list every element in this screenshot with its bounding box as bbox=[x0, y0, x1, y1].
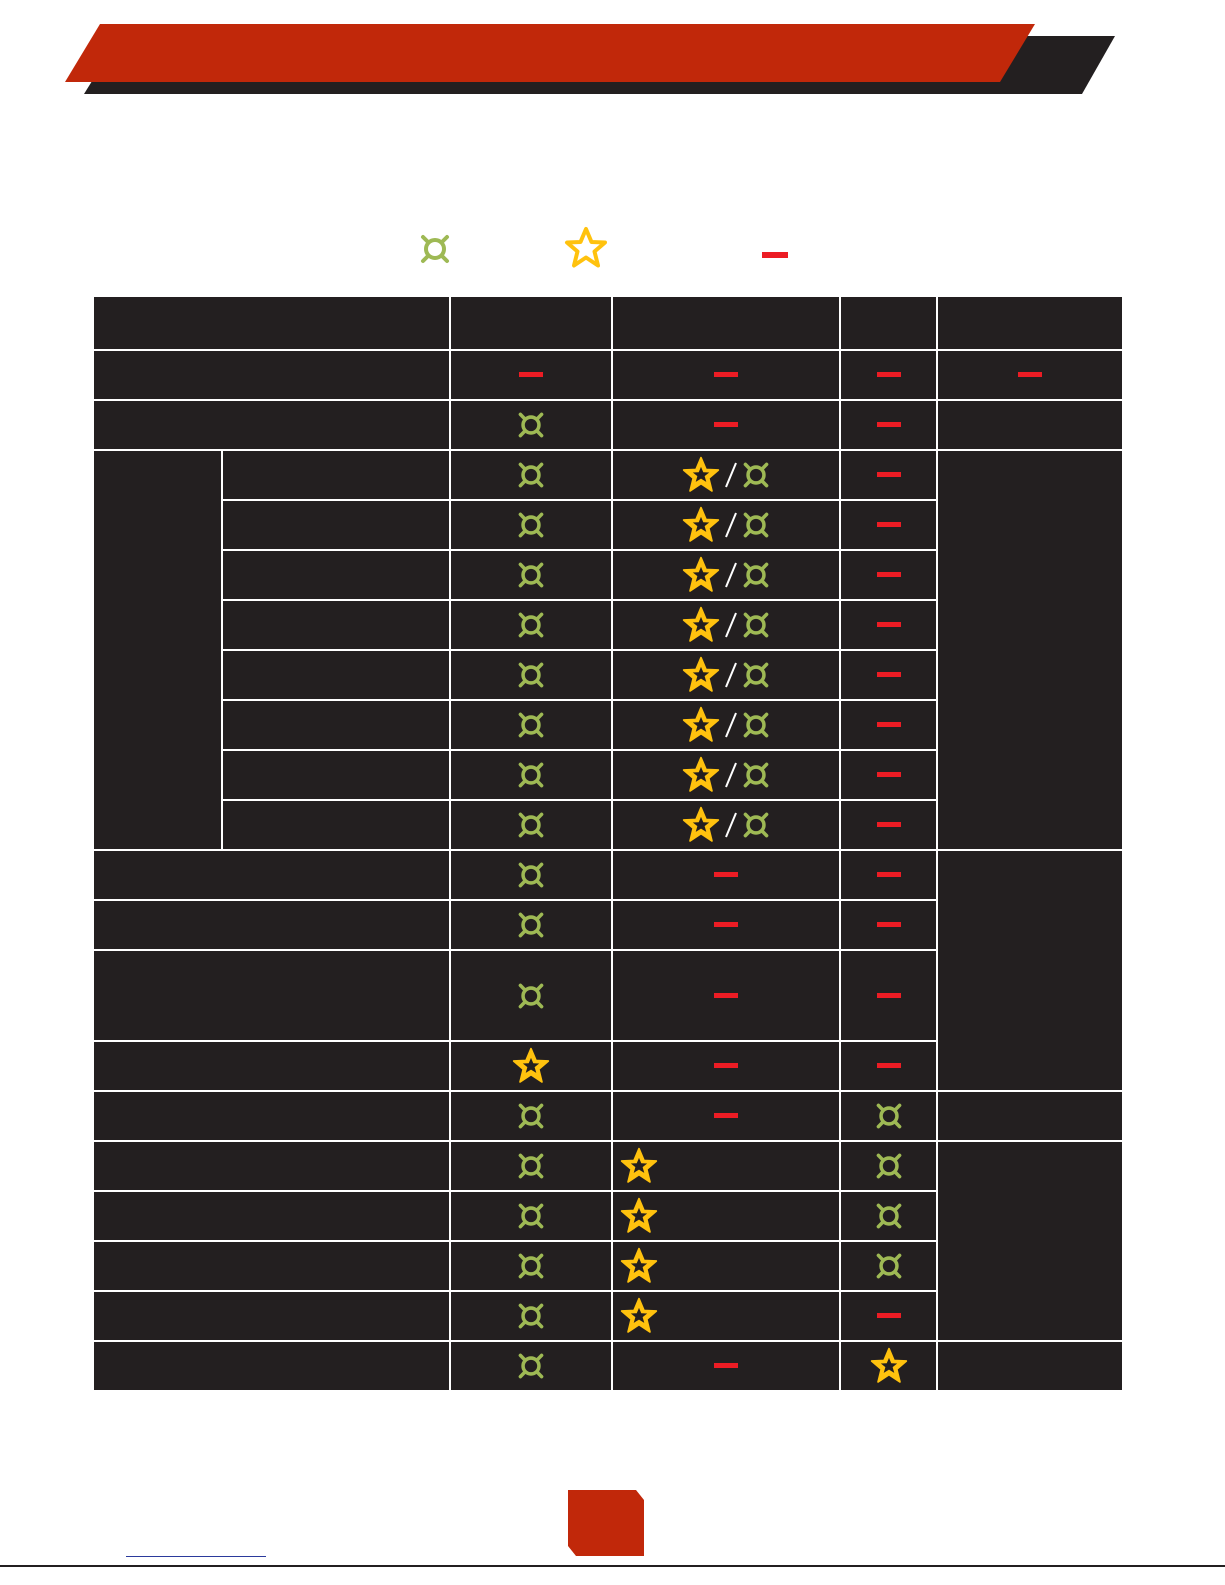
footer-rule bbox=[0, 1565, 1225, 1567]
table-row bbox=[94, 850, 1122, 900]
table-row bbox=[94, 1141, 1122, 1191]
ring-icon bbox=[418, 232, 452, 266]
ring-icon bbox=[516, 610, 546, 640]
cell-star-or-ring bbox=[612, 550, 840, 600]
banner-bar bbox=[65, 24, 1035, 82]
cell-ring bbox=[840, 1141, 937, 1191]
cell-dash bbox=[840, 550, 937, 600]
merged-cell bbox=[937, 1141, 1122, 1341]
dash-icon bbox=[877, 872, 901, 877]
row-label bbox=[94, 950, 450, 1041]
ring-icon bbox=[741, 460, 771, 490]
dash-icon bbox=[877, 722, 901, 727]
cell-ring bbox=[840, 1091, 937, 1141]
dash-icon bbox=[714, 1063, 738, 1068]
cell-ring bbox=[450, 800, 612, 850]
slash-separator bbox=[723, 810, 739, 840]
cell-star bbox=[612, 1141, 840, 1191]
dash-icon bbox=[877, 572, 901, 577]
dash-icon bbox=[1018, 372, 1042, 377]
star-icon bbox=[564, 226, 608, 270]
cell-star-or-ring bbox=[612, 450, 840, 500]
compatibility-table bbox=[94, 297, 1122, 1390]
cell-dash bbox=[612, 1341, 840, 1390]
row-label bbox=[94, 1141, 450, 1191]
ring-icon bbox=[741, 710, 771, 740]
table-header-row bbox=[94, 297, 1122, 350]
star-icon bbox=[681, 455, 721, 495]
row-label bbox=[94, 1091, 450, 1141]
dash-icon bbox=[714, 422, 738, 427]
dash-icon bbox=[877, 1063, 901, 1068]
ring-icon bbox=[516, 560, 546, 590]
row-label bbox=[222, 500, 450, 550]
cell-ring bbox=[450, 1141, 612, 1191]
cell-dash bbox=[612, 900, 840, 950]
ring-icon bbox=[516, 510, 546, 540]
cell-dash bbox=[612, 400, 840, 450]
slash-separator bbox=[723, 760, 739, 790]
row-label bbox=[222, 650, 450, 700]
ring-icon bbox=[516, 1351, 546, 1381]
ring-icon bbox=[516, 810, 546, 840]
dash-icon bbox=[714, 872, 738, 877]
ring-icon bbox=[874, 1101, 904, 1131]
dash-icon bbox=[714, 1113, 738, 1118]
cell-dash bbox=[612, 1041, 840, 1091]
cell-ring bbox=[450, 1241, 612, 1291]
cell-ring bbox=[450, 900, 612, 950]
star-icon bbox=[681, 555, 721, 595]
slash-separator bbox=[723, 660, 739, 690]
cell-star-or-ring bbox=[612, 700, 840, 750]
header-banner bbox=[0, 0, 1225, 110]
dash-icon bbox=[877, 672, 901, 677]
dash-icon bbox=[519, 372, 543, 377]
cell-dash bbox=[840, 850, 937, 900]
ring-icon bbox=[874, 1251, 904, 1281]
cell-dash bbox=[612, 350, 840, 400]
ring-icon bbox=[516, 660, 546, 690]
footer-link-underline bbox=[126, 1556, 266, 1557]
ring-icon bbox=[516, 1251, 546, 1281]
page-number-tab bbox=[568, 1490, 646, 1556]
row-label bbox=[94, 1341, 450, 1390]
cell-dash bbox=[840, 650, 937, 700]
header-cell bbox=[94, 297, 450, 350]
cell-star-or-ring bbox=[612, 500, 840, 550]
cell-empty bbox=[937, 1341, 1122, 1390]
header-cell bbox=[612, 297, 840, 350]
cell-ring bbox=[450, 850, 612, 900]
cell-star-or-ring bbox=[612, 750, 840, 800]
slash-separator bbox=[723, 610, 739, 640]
row-label bbox=[94, 350, 450, 400]
ring-icon bbox=[741, 660, 771, 690]
star-icon bbox=[681, 705, 721, 745]
cell-dash bbox=[450, 350, 612, 400]
merged-cell bbox=[937, 850, 1122, 1091]
star-icon bbox=[619, 1296, 659, 1336]
ring-icon bbox=[741, 560, 771, 590]
cell-dash bbox=[840, 900, 937, 950]
ring-icon bbox=[741, 810, 771, 840]
cell-dash bbox=[840, 1041, 937, 1091]
cell-ring bbox=[840, 1191, 937, 1241]
table-row bbox=[94, 450, 1122, 500]
cell-dash bbox=[840, 500, 937, 550]
ring-icon bbox=[516, 1301, 546, 1331]
dash-icon bbox=[877, 822, 901, 827]
star-icon bbox=[681, 505, 721, 545]
dash-icon bbox=[877, 993, 901, 998]
cell-dash bbox=[840, 600, 937, 650]
cell-dash bbox=[612, 850, 840, 900]
dash-icon bbox=[877, 422, 901, 427]
ring-icon bbox=[516, 760, 546, 790]
dash-icon bbox=[877, 622, 901, 627]
ring-icon bbox=[741, 610, 771, 640]
cell-ring bbox=[450, 1191, 612, 1241]
slash-separator bbox=[723, 560, 739, 590]
row-label bbox=[94, 850, 450, 900]
cell-star bbox=[840, 1341, 937, 1390]
row-label bbox=[222, 550, 450, 600]
symbol-legend bbox=[0, 232, 1225, 282]
header-cell bbox=[450, 297, 612, 350]
group-label bbox=[94, 450, 222, 850]
ring-icon bbox=[741, 760, 771, 790]
row-label bbox=[94, 1041, 450, 1091]
cell-dash bbox=[840, 750, 937, 800]
row-label bbox=[222, 600, 450, 650]
cell-star-or-ring bbox=[612, 600, 840, 650]
merged-cell bbox=[937, 450, 1122, 850]
ring-icon bbox=[516, 710, 546, 740]
cell-empty bbox=[937, 1091, 1122, 1141]
ring-icon bbox=[516, 981, 546, 1011]
star-icon bbox=[619, 1196, 659, 1236]
ring-icon bbox=[516, 460, 546, 490]
dash-icon bbox=[877, 922, 901, 927]
ring-icon bbox=[516, 1151, 546, 1181]
ring-icon bbox=[874, 1151, 904, 1181]
cell-ring bbox=[450, 1291, 612, 1341]
cell-ring bbox=[450, 750, 612, 800]
dash-icon bbox=[877, 472, 901, 477]
cell-dash bbox=[840, 700, 937, 750]
star-icon bbox=[681, 605, 721, 645]
cell-ring bbox=[450, 500, 612, 550]
slash-separator bbox=[723, 460, 739, 490]
row-label bbox=[222, 450, 450, 500]
table-row bbox=[94, 1341, 1122, 1390]
cell-dash bbox=[612, 1091, 840, 1141]
ring-icon bbox=[516, 860, 546, 890]
header-cell bbox=[840, 297, 937, 350]
star-icon bbox=[511, 1046, 551, 1086]
cell-ring bbox=[450, 1341, 612, 1390]
cell-ring bbox=[450, 1091, 612, 1141]
dash-icon bbox=[877, 522, 901, 527]
slash-separator bbox=[723, 710, 739, 740]
cell-empty bbox=[937, 400, 1122, 450]
slash-separator bbox=[723, 510, 739, 540]
cell-ring bbox=[450, 650, 612, 700]
ring-icon bbox=[874, 1201, 904, 1231]
row-label bbox=[222, 750, 450, 800]
cell-star-or-ring bbox=[612, 650, 840, 700]
ring-icon bbox=[516, 1101, 546, 1131]
row-label bbox=[94, 1191, 450, 1241]
dash-icon bbox=[714, 372, 738, 377]
dash-icon bbox=[714, 993, 738, 998]
dash-icon bbox=[762, 252, 788, 258]
cell-dash bbox=[937, 350, 1122, 400]
row-label bbox=[94, 400, 450, 450]
star-icon bbox=[681, 755, 721, 795]
dash-icon bbox=[877, 1313, 901, 1318]
cell-dash bbox=[840, 350, 937, 400]
cell-star bbox=[612, 1291, 840, 1341]
star-icon bbox=[681, 655, 721, 695]
cell-star-or-ring bbox=[612, 800, 840, 850]
ring-icon bbox=[516, 1201, 546, 1231]
cell-ring bbox=[450, 550, 612, 600]
header-cell bbox=[937, 297, 1122, 350]
star-icon bbox=[619, 1146, 659, 1186]
dash-icon bbox=[877, 372, 901, 377]
row-label bbox=[222, 800, 450, 850]
row-label bbox=[94, 1241, 450, 1291]
cell-ring bbox=[840, 1241, 937, 1291]
cell-dash bbox=[840, 800, 937, 850]
row-label bbox=[94, 900, 450, 950]
cell-ring bbox=[450, 400, 612, 450]
cell-dash bbox=[840, 400, 937, 450]
cell-dash bbox=[612, 950, 840, 1041]
star-icon bbox=[619, 1246, 659, 1286]
cell-ring bbox=[450, 600, 612, 650]
table-row bbox=[94, 400, 1122, 450]
star-icon bbox=[869, 1346, 909, 1386]
dash-icon bbox=[714, 1363, 738, 1368]
ring-icon bbox=[516, 910, 546, 940]
row-label bbox=[94, 1291, 450, 1341]
cell-star bbox=[612, 1191, 840, 1241]
ring-icon bbox=[741, 510, 771, 540]
dash-icon bbox=[714, 922, 738, 927]
cell-dash bbox=[840, 950, 937, 1041]
ring-icon bbox=[516, 410, 546, 440]
cell-ring bbox=[450, 950, 612, 1041]
table-row bbox=[94, 350, 1122, 400]
cell-star bbox=[612, 1241, 840, 1291]
cell-dash bbox=[840, 1291, 937, 1341]
cell-ring bbox=[450, 450, 612, 500]
cell-star bbox=[450, 1041, 612, 1091]
table-row bbox=[94, 1091, 1122, 1141]
cell-ring bbox=[450, 700, 612, 750]
dash-icon bbox=[877, 772, 901, 777]
cell-dash bbox=[840, 450, 937, 500]
star-icon bbox=[681, 805, 721, 845]
row-label bbox=[222, 700, 450, 750]
